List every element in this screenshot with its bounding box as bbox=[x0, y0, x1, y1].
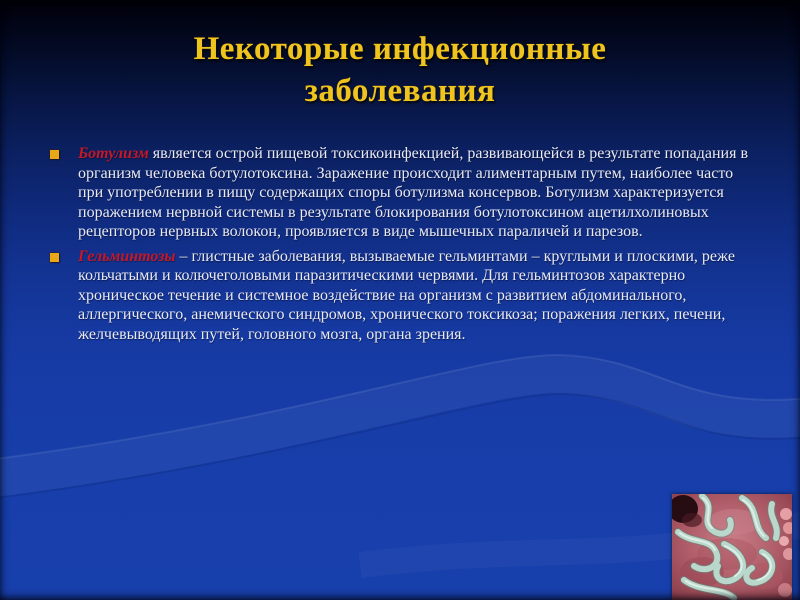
page-title: Некоторые инфекционные заболевания bbox=[193, 31, 607, 109]
bullet-text: является острой пищевой токсикоинфекцией, развивающейся в результате попадания в организм человека ботулотоксина. Заражение происходит алиментарным путем, наиболее часто при употреблении в пищу содержащих споры ботулизма консервов. Ботулизм характеризуется поражением нервной системы в результате блокирования ботулотоксином ацетилхолиновых рецепторов нервных волокон, проявляется в виде мышечных параличей и парезов. bbox=[78, 145, 748, 240]
bullet-text: – глистные заболевания, вызываемые гельминтами – круглыми и плоскими, реже кольчатыми и колючеголовыми паразитическими червями. Для гельминтозов характерно хроническое течение и системное воздействие на организм с развитием абдоминального, аллергического, анемического синдромов, хронического токсикоза; поражения легких, печени, желчевыводящих путей, головного мозга, органа зрения. bbox=[78, 247, 735, 343]
bullet-item-botulism bbox=[50, 144, 756, 242]
term-highlight: Ботулизм bbox=[78, 145, 149, 162]
bullet-list bbox=[50, 144, 756, 349]
bullet-paragraph bbox=[78, 247, 756, 345]
bullet-square-icon bbox=[50, 253, 59, 262]
bullet-square-icon bbox=[50, 150, 59, 159]
helminths-micrograph-image bbox=[672, 494, 792, 600]
bullet-paragraph bbox=[78, 144, 756, 242]
term-highlight: Гельминтозы bbox=[78, 247, 176, 265]
bullet-item-helminthiasis bbox=[50, 247, 756, 345]
